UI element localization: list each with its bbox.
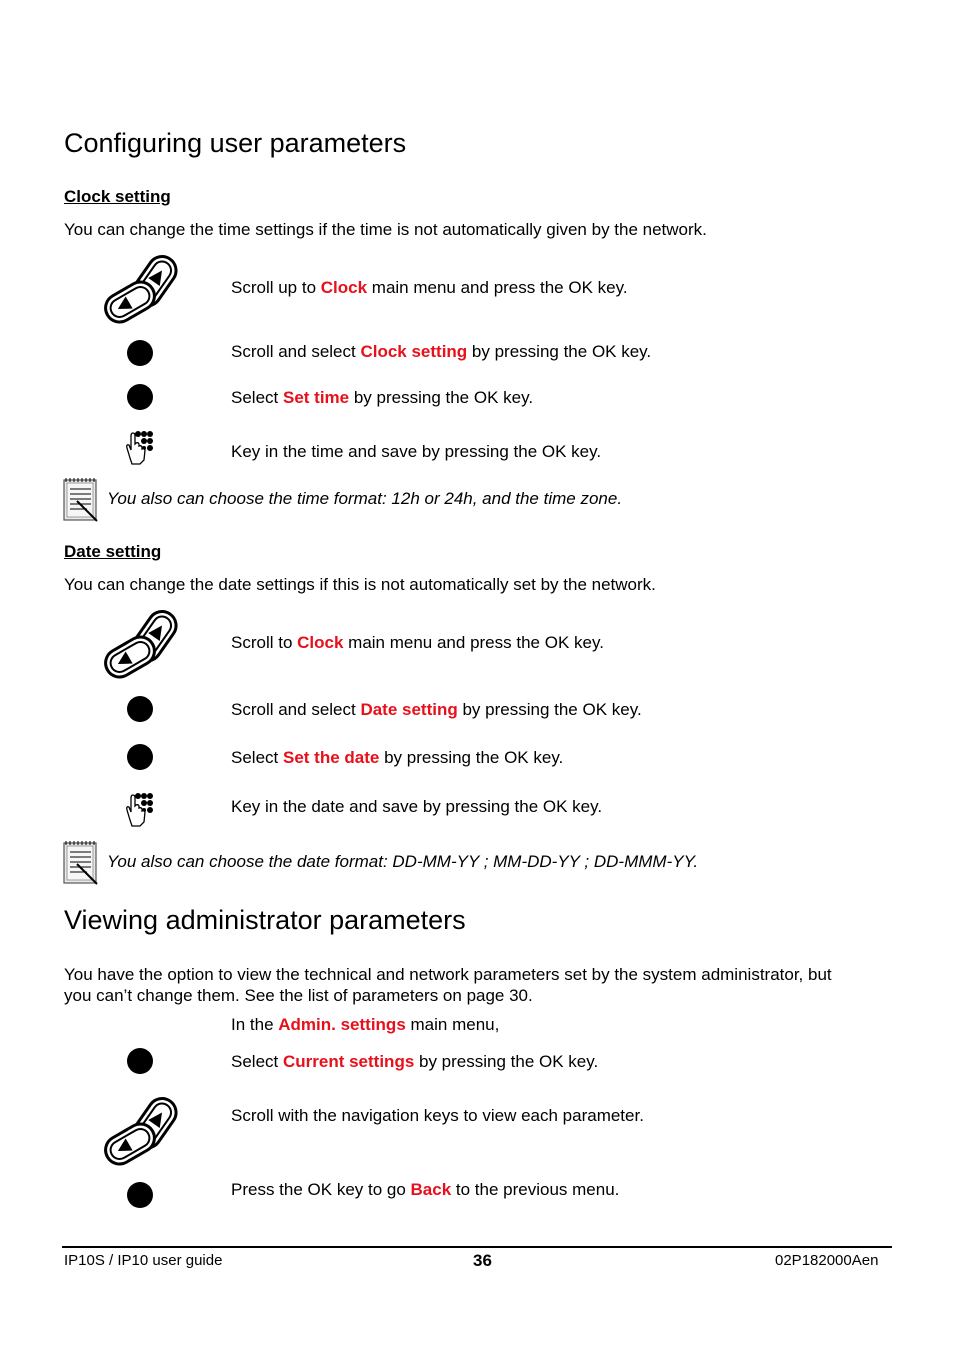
date-step-3: Select Set the date by pressing the OK key. [231, 748, 564, 767]
admin-step-1: In the Admin. settings main menu, [231, 1015, 500, 1034]
footer-doc-reference: 02P182000Aen [775, 1252, 879, 1269]
admin-intro-line2: you can’t change them. See the list of parameters on page 30. [64, 986, 533, 1005]
keypad-icon [122, 430, 156, 466]
admin-step-2: Select Current settings by pressing the OK key. [231, 1052, 599, 1071]
keypad-icon [122, 792, 156, 828]
ok-key-icon [127, 1182, 153, 1208]
date-step-4: Key in the date and save by pressing the OK key. [231, 797, 603, 816]
clock-note: You also can choose the time format: 12h or 24h, and the time zone. [107, 489, 623, 508]
clock-step-1: Scroll up to Clock main menu and press the OK key. [231, 278, 628, 297]
section-title-viewing-admin: Viewing administrator parameters [64, 905, 466, 935]
clock-setting-intro: You can change the time settings if the time is not automatically given by the network. [64, 220, 707, 239]
note-icon [63, 840, 99, 886]
date-note: You also can choose the date format: DD-MM-YY ; MM-DD-YY ; DD-MMM-YY. [107, 852, 699, 871]
navigation-keys-icon [102, 252, 182, 326]
footer-divider [62, 1246, 892, 1248]
ok-key-icon [127, 744, 153, 770]
ok-key-icon [127, 696, 153, 722]
admin-step-4: Press the OK key to go Back to the previous menu. [231, 1180, 620, 1199]
note-icon [63, 477, 99, 523]
ok-key-icon [127, 340, 153, 366]
clock-step-4: Key in the time and save by pressing the OK key. [231, 442, 602, 461]
navigation-keys-icon [102, 607, 182, 681]
date-setting-intro: You can change the date settings if this is not automatically set by the network. [64, 575, 656, 594]
ok-key-icon [127, 384, 153, 410]
section-title-configuring: Configuring user parameters [64, 128, 407, 158]
footer-doc-title: IP10S / IP10 user guide [64, 1252, 223, 1269]
footer-page-number: 36 [473, 1251, 492, 1270]
admin-intro-line1: You have the option to view the technical and network parameters set by the system administrator, but [64, 965, 832, 984]
navigation-keys-icon [102, 1094, 182, 1168]
admin-step-3: Scroll with the navigation keys to view each parameter. [231, 1106, 644, 1125]
clock-setting-heading: Clock setting [64, 187, 171, 206]
ok-key-icon [127, 1048, 153, 1074]
date-step-2: Scroll and select Date setting by pressing the OK key. [231, 700, 642, 719]
clock-step-2: Scroll and select Clock setting by pressing the OK key. [231, 342, 652, 361]
date-setting-heading: Date setting [64, 542, 162, 561]
clock-step-3: Select Set time by pressing the OK key. [231, 388, 534, 407]
date-step-1: Scroll to Clock main menu and press the OK key. [231, 633, 604, 652]
